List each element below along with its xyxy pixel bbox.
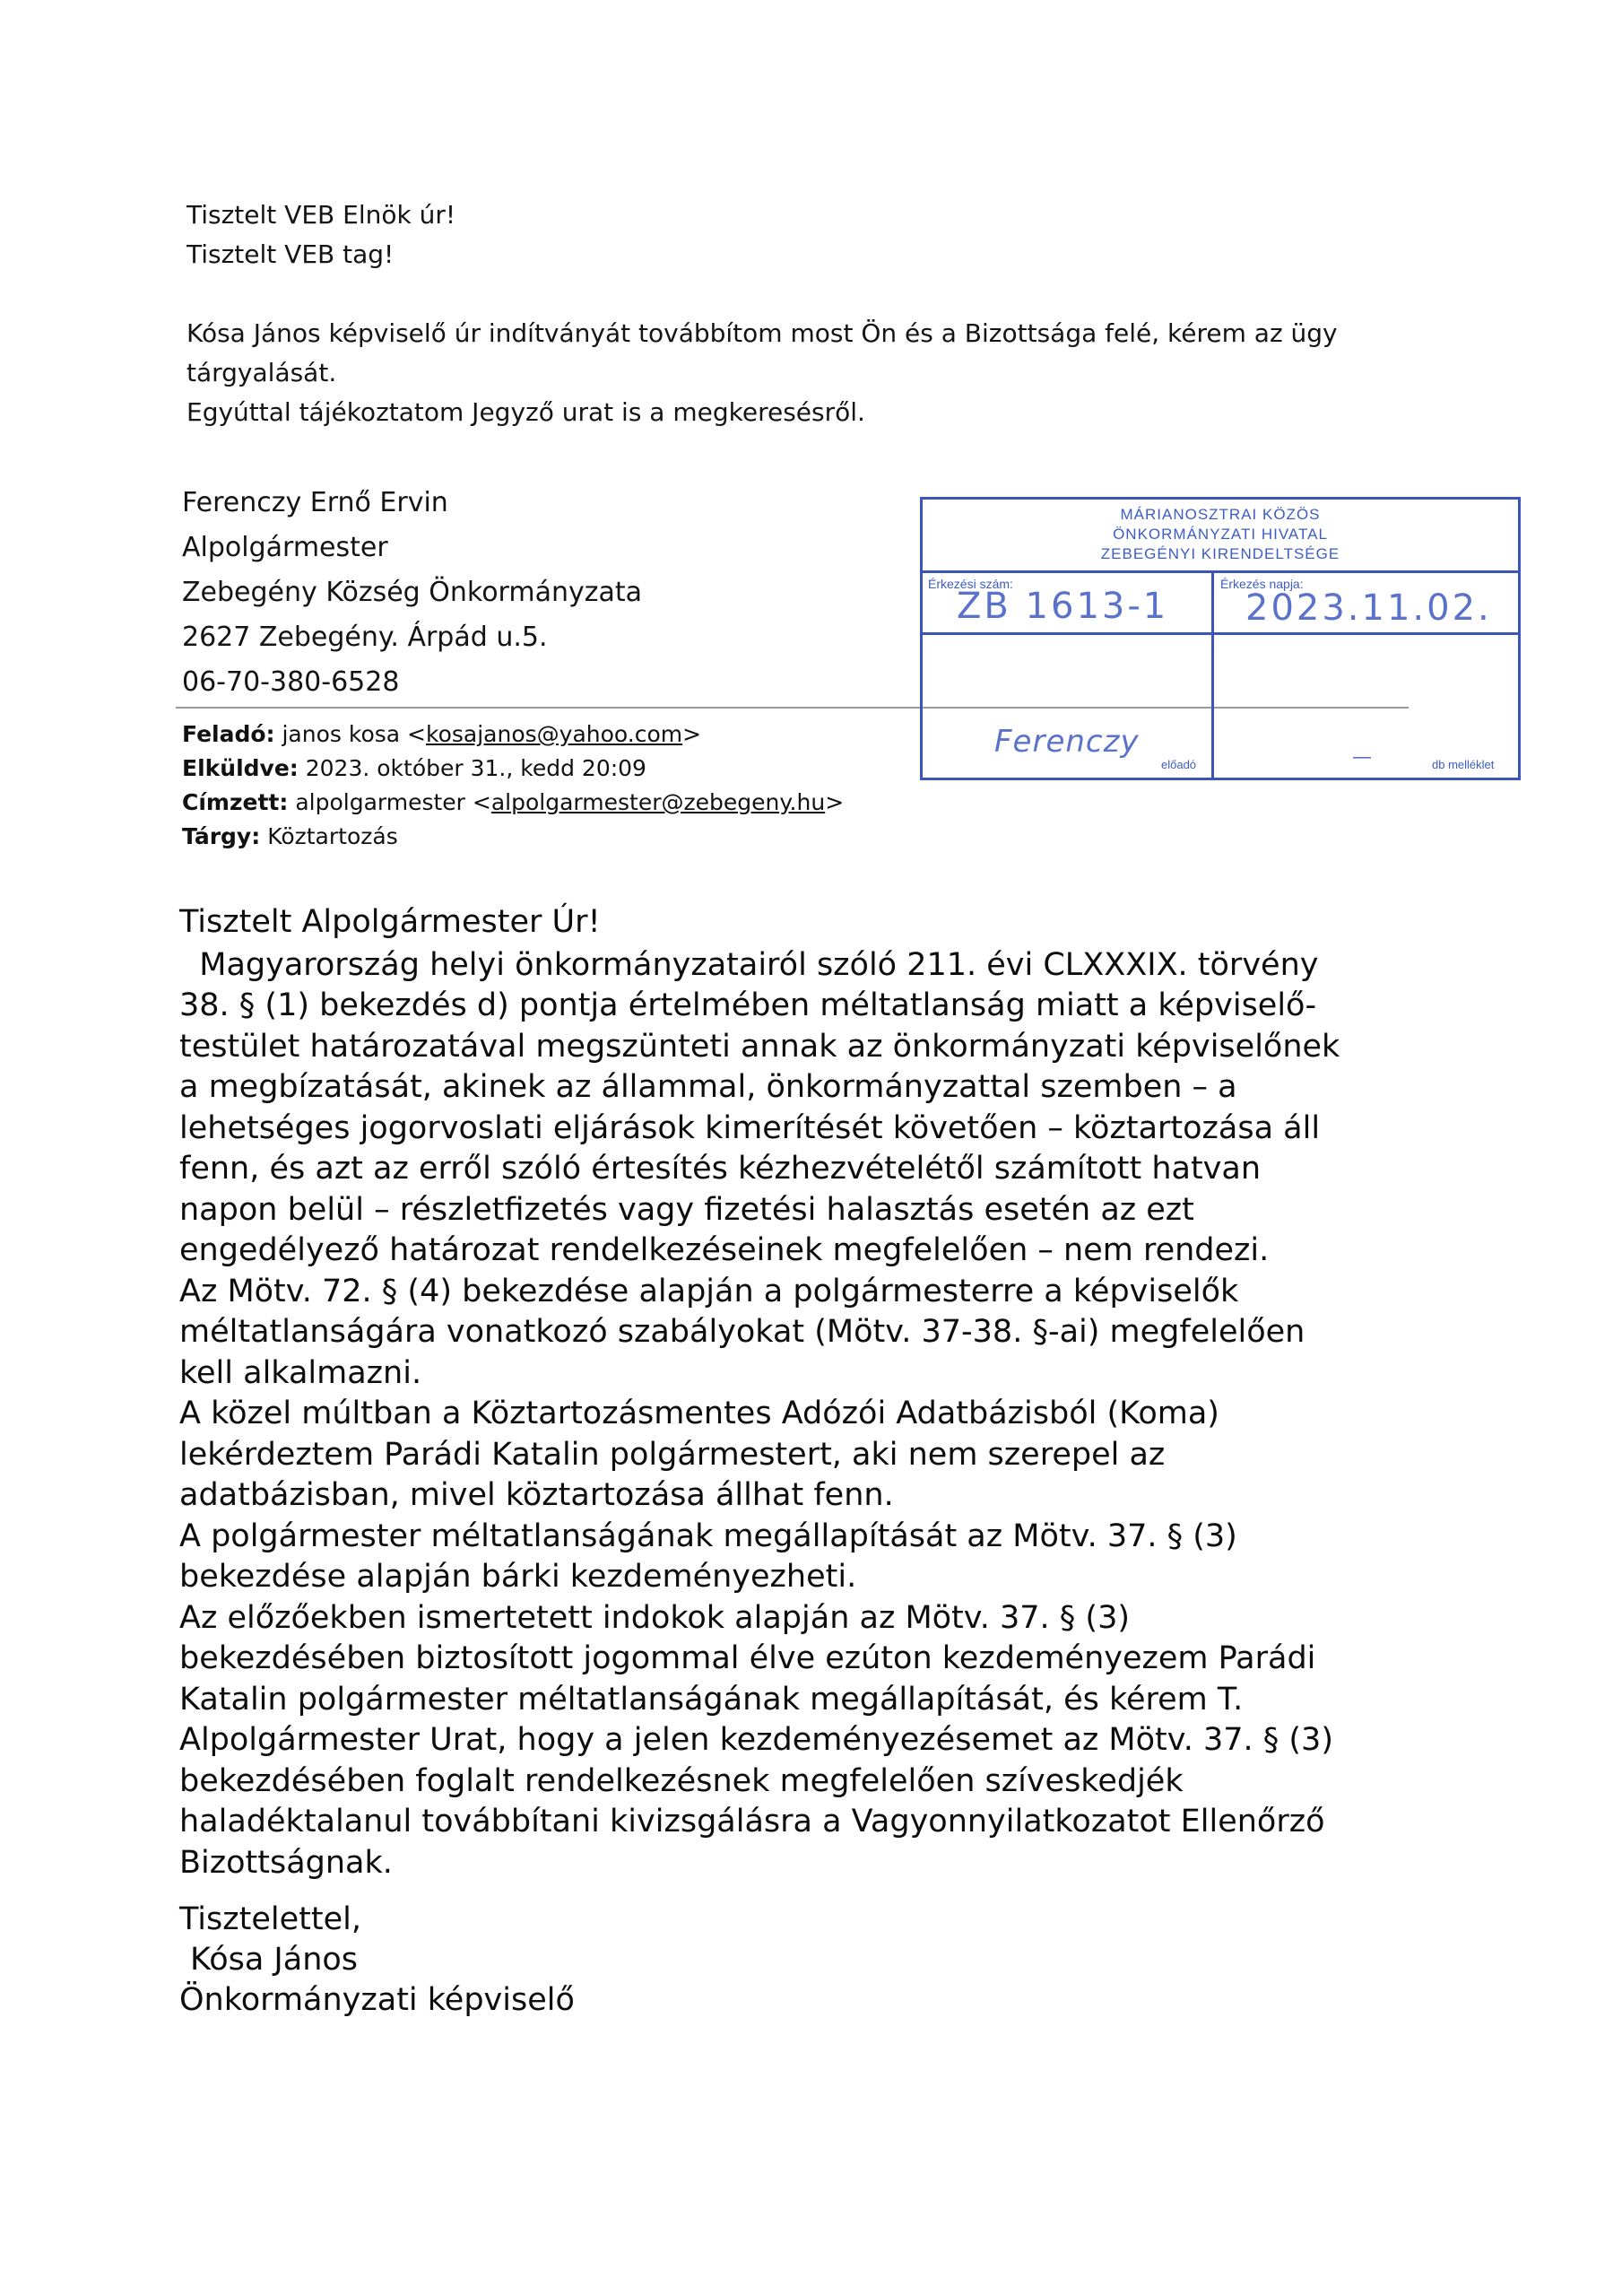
body-line: Alpolgármester Urat, hogy a jelen kezdeményezésemet az Mötv. 37. § (3): [179, 1722, 1333, 1758]
stamp-line-1: MÁRIANOSZTRAI KÖZÖS: [1120, 506, 1321, 523]
signature-address: 2627 Zebegény. Árpád u.5.: [182, 622, 548, 653]
closing-name: Kósa János: [190, 1942, 359, 1978]
info-line: Egyúttal tájékoztatom Jegyző urat is a megkeresésről.: [186, 397, 865, 427]
subject-value: Köztartozás: [267, 823, 398, 849]
stamp-line-3: ZEBEGÉNYI KIRENDELTSÉGE: [1100, 545, 1340, 562]
body-line: méltatlanságára vonatkozó szabályokat (Mötv. 37-38. §-ai) megfelelően: [179, 1314, 1305, 1350]
body-line: testület határozatával megszünteti annak az önkormányzati képviselőnek: [179, 1028, 1340, 1065]
stamp-handler-label: előadó: [1161, 758, 1197, 771]
subject-label: Tárgy:: [182, 823, 261, 849]
body-line: Az Mötv. 72. § (4) bekezdése alapján a polgármesterre a képviselők: [179, 1273, 1239, 1309]
sent-value: 2023. október 31., kedd 20:09: [305, 755, 646, 781]
from-row: Feladó: janos kosa <kosajanos@yahoo.com>: [182, 721, 702, 747]
body-line: Katalin polgármester méltatlanságának megállapítását, és kérem T.: [179, 1681, 1244, 1718]
sent-row: [182, 752, 844, 786]
stamp-header: [923, 500, 1518, 573]
stamp-reg-no-value: ZB 1613-1: [957, 586, 1169, 627]
to-label: Címzett:: [182, 789, 289, 815]
body-line: adatbázisban, mivel köztartozása állhat fenn.: [179, 1477, 894, 1513]
stamp-reg-no-label: Érkezési szám:: [928, 577, 1013, 591]
signature-phone: 06-70-380-6528: [182, 666, 400, 698]
from-email-link[interactable]: kosajanos@yahoo.com: [426, 721, 683, 747]
request-line-1: Kósa János képviselő úr indítványát továbbítom most Ön és a Bizottsága felé, kérem az ügy: [186, 318, 1338, 348]
body-line: A polgármester méltatlanságának megállapítását az Mötv. 37. § (3): [179, 1518, 1237, 1554]
body-line: lekérdeztem Parádi Katalin polgármestert, aki nem szerepel az: [179, 1436, 1166, 1473]
body-line: bekezdésében biztosított jogommal élve ezúton kezdeményezem Parádi: [179, 1640, 1316, 1676]
body-line: 38. § (1) bekezdés d) pontja értelmében méltatlanság miatt a képviselő-: [179, 987, 1317, 1023]
email-header: [182, 718, 844, 854]
signature-org: Zebegény Község Önkormányzata: [182, 577, 643, 608]
letter-closing: [179, 1900, 575, 2021]
salutation-member: Tisztelt VEB tag!: [186, 239, 395, 269]
body-line: A közel múltban a Köztartozásmentes Adózói Adatbázisból (Koma): [179, 1396, 1219, 1431]
from-label: Feladó:: [182, 721, 275, 747]
vice-mayor-signature: [182, 481, 642, 705]
body-line: Magyarország helyi önkormányzatairól szóló 211. évi CLXXXIX. törvény: [179, 946, 1319, 983]
stamp-attachment-label: db melléklet: [1432, 758, 1495, 771]
stamp-date-value: 2023.11.02.: [1245, 587, 1492, 629]
letter-body: [179, 902, 1470, 1883]
body-line: bekezdése alapján bárki kezdeményezheti.: [179, 1559, 857, 1595]
body-line: lehetséges jogorvoslati eljárások kimerítését követően – köztartozása áll: [179, 1109, 1321, 1146]
body-line: Bizottságnak.: [179, 1844, 393, 1881]
stamp-line-2: ÖNKORMÁNYZATI HIVATAL: [1113, 526, 1328, 543]
stamp-vertical-divider: [1211, 573, 1214, 778]
body-line: napon belül – részletfizetés vagy fizetési halasztás esetén az ezt: [179, 1191, 1194, 1228]
subject-row: [182, 820, 844, 854]
body-line: kell alkalmazni.: [179, 1354, 422, 1391]
stamp-horizontal-divider: [923, 632, 1518, 635]
sent-label: Elküldve:: [182, 755, 299, 781]
intro-block: [186, 196, 1424, 432]
body-line: bekezdésében foglalt rendelkezésnek megfelelően szíveskedjék: [179, 1762, 1184, 1799]
to-row: Címzett: alpolgarmester <alpolgarmester@zebegeny.hu>: [182, 789, 845, 815]
to-email-link[interactable]: alpolgarmester@zebegeny.hu: [490, 789, 826, 815]
body-line: a megbízatását, akinek az állammal, önkormányzattal szemben – a: [179, 1069, 1237, 1105]
signature-name: Ferenczy Ernő Ervin: [182, 487, 448, 518]
body-line: Az előzőekben ismertetett indokok alapján az Mötv. 37. § (3): [179, 1599, 1131, 1636]
body-line: fenn, és azt az erről szóló értesítés kézhezvételétől számított hatvan: [179, 1151, 1262, 1187]
from-name: janos kosa: [282, 721, 401, 747]
body-greeting: Tisztelt Alpolgármester Úr!: [179, 904, 601, 940]
body-paragraph: [179, 945, 1470, 1884]
body-line: engedélyező határozat rendelkezéseinek megfelelően – nem rendezi.: [179, 1232, 1270, 1268]
to-name: alpolgarmester: [295, 789, 465, 815]
stamp-attachment-count: —: [1353, 747, 1371, 767]
closing-regards: Tisztelettel,: [179, 1901, 361, 1937]
registry-stamp: [920, 497, 1521, 780]
signature-title: Alpolgármester: [182, 532, 388, 563]
stamp-date-label: Érkezés napja:: [1220, 577, 1304, 591]
body-line: haladéktalanul továbbítani kivizsgálásra a Vagyonnyilatkozatot Ellenőrző: [179, 1804, 1325, 1839]
closing-title: Önkormányzati képviselő: [179, 1982, 575, 2018]
salutation-chairman: Tisztelt VEB Elnök úr!: [186, 200, 456, 230]
request-line-2: tárgyalását.: [186, 358, 337, 387]
stamp-handler-handwriting: Ferenczy: [994, 724, 1140, 760]
